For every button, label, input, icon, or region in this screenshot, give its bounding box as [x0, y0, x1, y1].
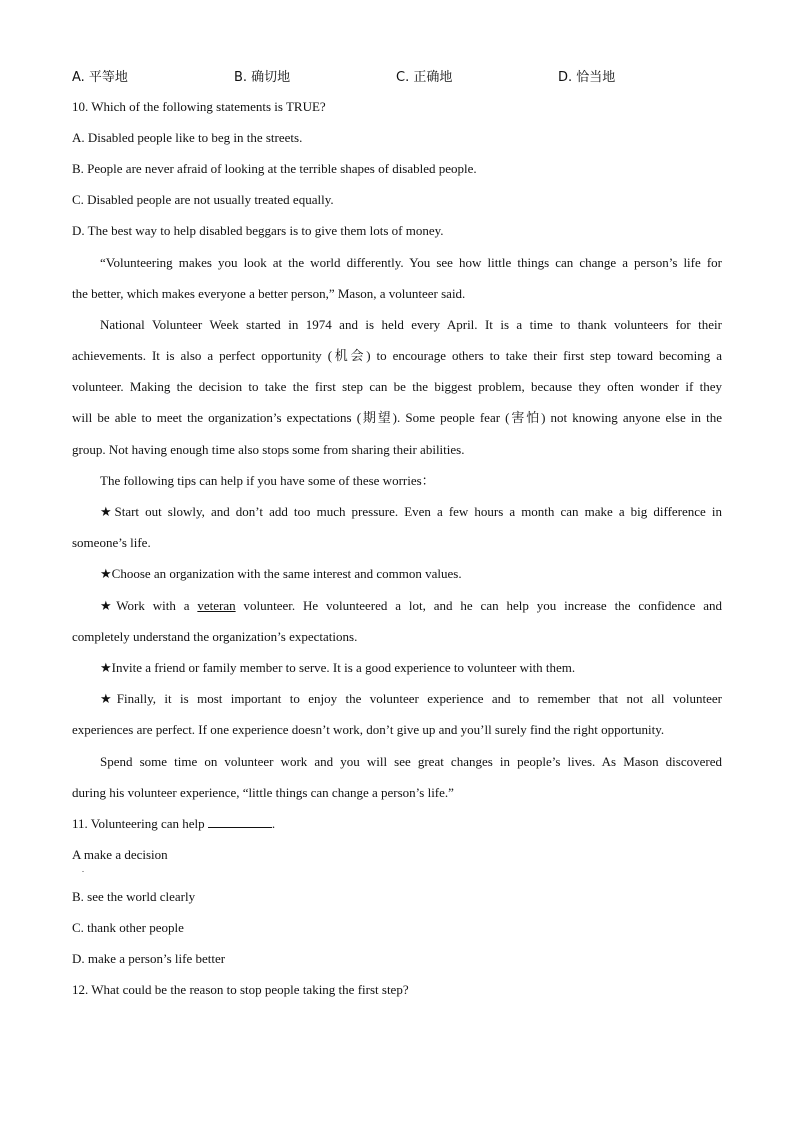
tip-5-text: Finally, it is most important to enjoy the volunteer experience and to remember that not all volunteer: [116, 691, 722, 706]
q11-option-c: C. thank other people: [72, 920, 184, 935]
q11-option-b: B. see the world clearly: [72, 889, 196, 904]
q10-option-a: A. Disabled people like to beg in the streets.: [72, 130, 303, 145]
star-icon: ★: [100, 692, 117, 707]
star-icon: ★: [100, 599, 117, 614]
q11-stem: [72, 815, 722, 833]
q9-option-b: B. 确切地: [234, 70, 291, 85]
q9-options: [72, 66, 722, 86]
underlined-word-veteran: veteran: [197, 598, 236, 613]
passage-p2-line4: will be able to meet the organization’s expectations (期望). Some people fear (害怕) not knowing anyone else in the: [72, 410, 722, 425]
passage-p4-line1: Spend some time on volunteer work and you will see great changes in people’s lives. As Mason discovered: [100, 754, 722, 769]
q9-option-a: A. 平等地: [72, 70, 128, 85]
q11-option-d: D. make a person’s life better: [72, 951, 226, 966]
passage-p4-line2: during his volunteer experience, “little things can change a person’s life.”: [72, 785, 454, 800]
tip-1-line1: [100, 503, 722, 522]
q10-option-d: D. The best way to help disabled beggars is to give them lots of money.: [72, 223, 444, 238]
q12-stem: 12. What could be the reason to stop people taking the first step?: [72, 982, 409, 997]
tip-2: [100, 565, 722, 584]
q11-stem-end: .: [271, 816, 276, 831]
answer-blank: [208, 815, 272, 828]
tip-1-text: Start out slowly, and don’t add too much pressure. Even a few hours a month can make a big difference in: [114, 504, 722, 519]
passage-p2-line3: volunteer. Making the decision to take the first step can be the biggest problem, because they often wonder if they: [72, 379, 722, 394]
q10-option-c: C. Disabled people are not usually treated equally.: [72, 192, 334, 207]
passage-p1-line2: the better, which makes everyone a better person,” Mason, a volunteer said.: [72, 286, 466, 301]
q9-option-c: C. 正确地: [396, 70, 453, 85]
q10-option-b: B. People are never afraid of looking at the terrible shapes of disabled people.: [72, 161, 477, 176]
tip-3-line2: completely understand the organization’s expectations.: [72, 629, 358, 644]
passage-p2-line1: National Volunteer Week started in 1974 and is held every April. It is a time to thank volunteers for their: [100, 317, 722, 332]
tip-3-text-pre: Work with a: [116, 598, 198, 613]
tip-3-text-post: volunteer. He volunteered a lot, and he can help you increase the confidence and: [235, 598, 722, 613]
q9-option-d: D. 恰当地: [558, 70, 616, 85]
q11-stem-text: 11. Volunteering can help: [72, 816, 208, 831]
tip-3-line1: [100, 597, 722, 616]
passage-p1-line1: “Volunteering makes you look at the world differently. You see how little things can change a person’s life for: [100, 255, 722, 270]
tip-4: [100, 659, 722, 678]
q10-stem: 10. Which of the following statements is TRUE?: [72, 99, 326, 114]
stray-dot: .: [82, 865, 84, 874]
passage-tips-intro: The following tips can help if you have some of these worries：: [100, 473, 435, 488]
q11-option-a: A make a decision: [72, 847, 168, 862]
star-icon: ★: [100, 567, 112, 582]
tip-5-line1: [100, 690, 722, 709]
tip-5-line2: experiences are perfect. If one experience doesn’t work, don’t give up and you’ll surely find the right opportunity.: [72, 722, 665, 737]
star-icon: ★: [100, 505, 115, 520]
passage-p2-line5: group. Not having enough time also stops some from sharing their abilities.: [72, 442, 465, 457]
passage-p2-line2: achievements. It is also a perfect opportunity (机会) to encourage others to take their first step toward becoming a: [72, 348, 722, 363]
tip-2-text: Choose an organization with the same interest and common values.: [111, 566, 462, 581]
tip-4-text: Invite a friend or family member to serve. It is a good experience to volunteer with them.: [111, 660, 576, 675]
star-icon: ★: [100, 661, 112, 676]
tip-1-line2: someone’s life.: [72, 535, 151, 550]
